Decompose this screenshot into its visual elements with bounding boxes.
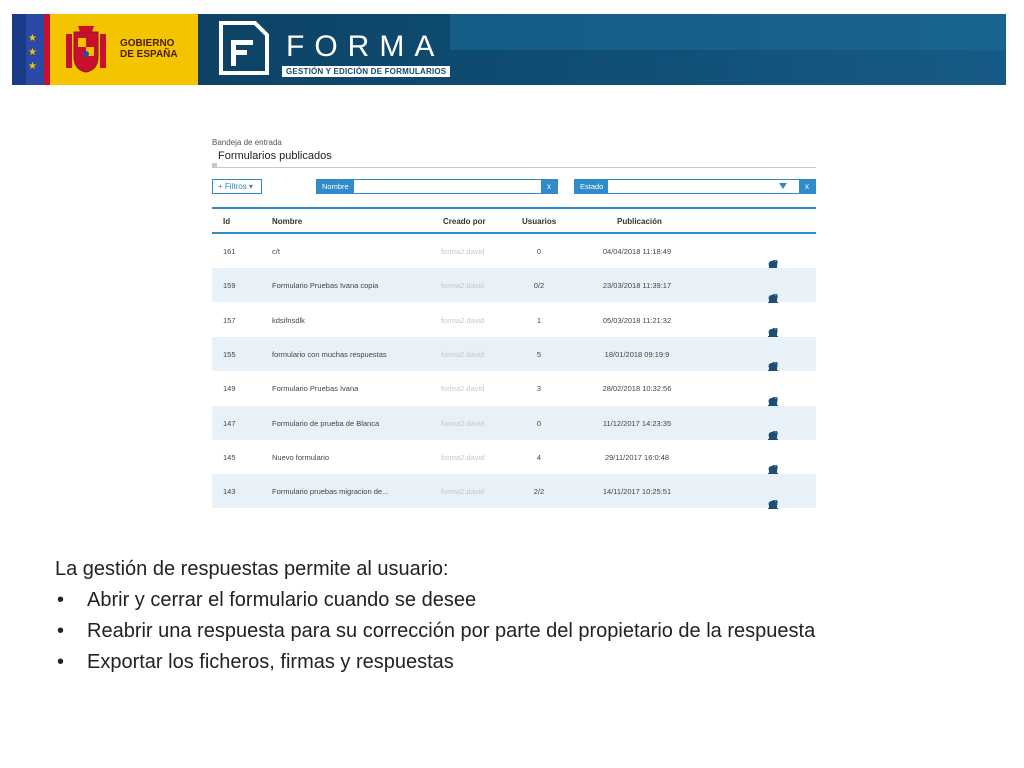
- row-id: 147: [223, 418, 236, 428]
- row-published: 04/04/2018 11:18:49: [602, 247, 672, 256]
- row-published: 29/11/2017 16:0:48: [604, 452, 670, 462]
- unlock-icon[interactable]: [768, 259, 781, 269]
- divider: [212, 167, 816, 168]
- bullet-item: • Abrir y cerrar el formulario cuando se desee: [55, 585, 815, 616]
- row-creator: forma2.david: [441, 487, 485, 497]
- row-id: 145: [223, 452, 236, 462]
- row-users: 0: [536, 418, 542, 428]
- row-name: c/t: [272, 247, 280, 256]
- unlock-icon[interactable]: [768, 465, 781, 475]
- row-name: Formulario Pruebas Ivana: [272, 384, 359, 394]
- row-published: 28/02/2018 10:32:56: [602, 384, 672, 394]
- row-name: kdsifnsdlk: [272, 315, 305, 325]
- government-logo: [50, 14, 198, 85]
- coat-of-arms-icon: [64, 24, 108, 76]
- slide-intro: La gestión de respuestas permite al usuario:: [55, 558, 449, 580]
- unlock-icon[interactable]: [768, 293, 781, 303]
- filters-button[interactable]: + Filtros ▾: [212, 179, 262, 194]
- flag-stripe: [12, 14, 26, 85]
- row-creator: forma2.david: [441, 349, 485, 359]
- column-users[interactable]: Usuarios: [522, 217, 557, 226]
- unlock-icon[interactable]: [768, 431, 781, 441]
- row-users: 2/2: [533, 487, 545, 497]
- row-id: 159: [223, 281, 236, 291]
- row-id: 161: [223, 247, 236, 256]
- bullet-item: • Exportar los ficheros, firmas y respuestas: [55, 647, 815, 678]
- column-name[interactable]: Nombre: [272, 217, 303, 226]
- row-creator: forma2.david: [441, 247, 485, 256]
- row-published: 23/03/2018 11:39:17: [602, 281, 672, 291]
- column-id[interactable]: Id: [223, 217, 231, 226]
- row-published: 11/12/2017 14:23:35: [602, 418, 672, 428]
- unlock-icon[interactable]: [768, 362, 781, 372]
- row-id: 143: [223, 487, 236, 497]
- name-filter-label: Nombre: [317, 180, 354, 193]
- row-creator: forma2.david: [441, 281, 485, 291]
- row-users: 5: [536, 349, 542, 359]
- government-name: [120, 38, 178, 60]
- column-published[interactable]: Publicación: [617, 217, 662, 226]
- row-name: Formulario de prueba de Blanca: [272, 418, 380, 428]
- row-published: 05/03/2018 11:21:32: [602, 315, 672, 325]
- header-banner: [12, 14, 1006, 85]
- row-creator: forma2.david: [441, 452, 485, 462]
- clear-name-button[interactable]: x: [541, 180, 557, 193]
- row-creator: forma2.david: [441, 384, 485, 394]
- unlock-icon[interactable]: [768, 499, 781, 509]
- star-icon: ★: [28, 47, 37, 58]
- row-name: Nuevo formulario: [272, 452, 330, 462]
- row-id: 157: [223, 315, 236, 325]
- app-subtitle: GESTIÓN Y EDICIÓN DE FORMULARIOS: [282, 66, 450, 77]
- unlock-icon[interactable]: [768, 328, 781, 338]
- clear-status-button[interactable]: x: [799, 180, 815, 193]
- table-row[interactable]: [212, 234, 816, 268]
- table-row[interactable]: [212, 268, 816, 302]
- status-filter: [574, 179, 816, 194]
- row-users: 0/2: [533, 281, 545, 291]
- table-row[interactable]: [212, 406, 816, 440]
- page-title: Formularios publicados: [218, 150, 332, 162]
- row-published: 18/01/2018 09:19:9: [604, 349, 670, 359]
- row-users: 3: [536, 384, 542, 394]
- status-filter-label: Estado: [575, 180, 608, 193]
- app-name: FORMA: [286, 30, 445, 63]
- gov-line-1: GOBIERNO: [120, 38, 175, 49]
- gov-line-2: DE ESPAÑA: [120, 49, 178, 60]
- name-filter: [316, 179, 558, 194]
- unlock-icon[interactable]: [768, 396, 781, 406]
- name-filter-input[interactable]: [355, 180, 541, 193]
- forms-inbox-panel: [212, 136, 816, 508]
- star-icon: ★: [28, 61, 37, 72]
- row-users: 0: [536, 247, 542, 256]
- status-select[interactable]: [611, 180, 797, 193]
- table-row[interactable]: [212, 303, 816, 337]
- row-published: 14/11/2017 10:25:51: [602, 487, 672, 497]
- table-row[interactable]: [212, 371, 816, 405]
- row-creator: forma2.david: [441, 418, 485, 428]
- table-header: [212, 209, 816, 233]
- row-id: 155: [223, 349, 236, 359]
- bullet-item: • Reabrir una respuesta para su corrección por parte del propietario de la respuesta: [55, 616, 815, 647]
- row-name: Formulario Pruebas Ivana copia: [272, 281, 379, 291]
- row-users: 1: [536, 315, 542, 325]
- row-users: 4: [536, 452, 542, 462]
- star-icon: ★: [28, 33, 37, 44]
- table-row[interactable]: [212, 440, 816, 474]
- banner-accent: [450, 14, 1006, 50]
- table-row[interactable]: [212, 337, 816, 371]
- row-id: 149: [223, 384, 236, 394]
- chevron-down-icon[interactable]: [779, 183, 787, 189]
- table-row[interactable]: [212, 474, 816, 508]
- forma-document-icon: [217, 20, 271, 78]
- row-creator: forma2.david: [441, 315, 485, 325]
- breadcrumb[interactable]: Bandeja de entrada: [212, 138, 282, 147]
- row-name: Formulario pruebas migracion de...: [272, 487, 389, 497]
- slide-body: [55, 554, 815, 678]
- row-name: formulario con muchas respuestas: [272, 349, 387, 359]
- column-creator[interactable]: Creado por: [443, 217, 486, 226]
